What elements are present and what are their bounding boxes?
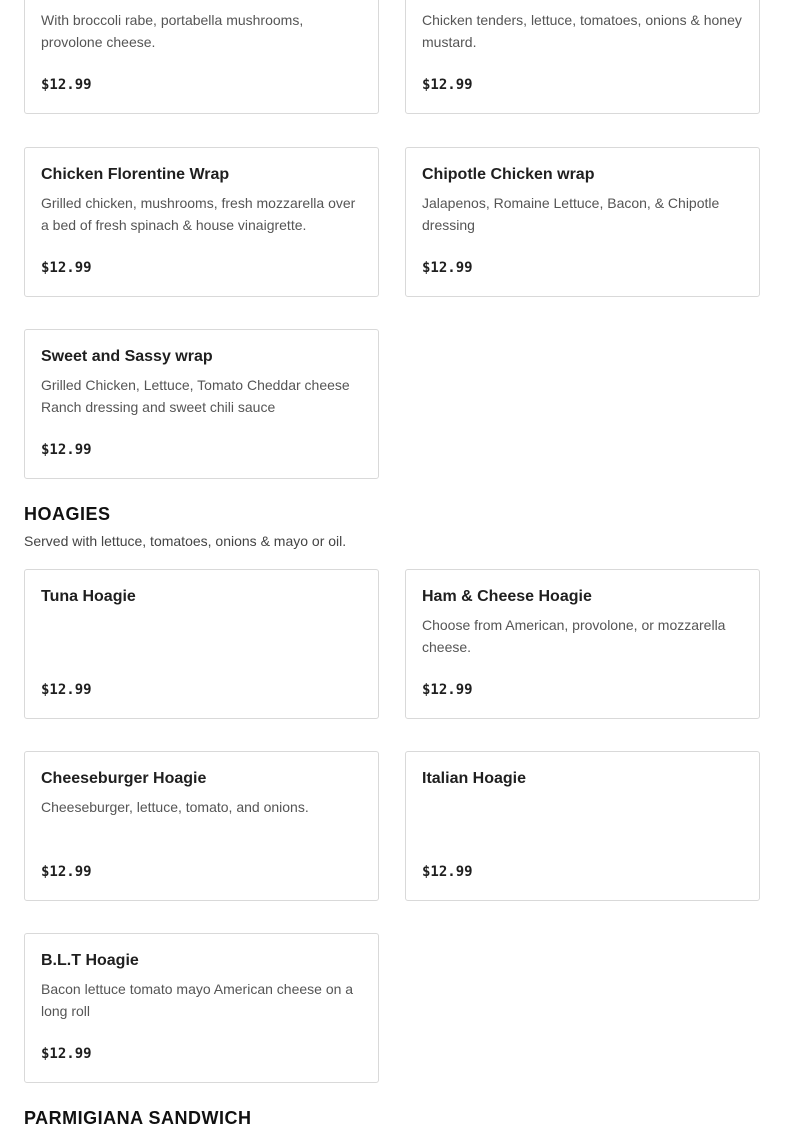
menu-item-price: $12.99	[41, 260, 92, 276]
menu-item-description: Grilled Chicken, Lettuce, Tomato Cheddar cheese Ranch dressing and sweet chili sauce	[41, 377, 350, 415]
section-subtitle-hoagies: Served with lettuce, tomatoes, onions & mayo or oil.	[24, 533, 347, 549]
menu-item-name: Chicken Florentine Wrap	[41, 166, 230, 183]
menu-item-description: Bacon lettuce tomato mayo American cheese on a long roll	[41, 981, 354, 1019]
menu-item-price: $12.99	[41, 77, 92, 93]
menu-item-description: Grilled chicken, mushrooms, fresh mozzarella over a bed of fresh spinach & house vinaigrette.	[41, 195, 356, 233]
menu-item-card[interactable]	[24, 0, 379, 114]
menu-item-description: Choose from American, provolone, or mozzarella cheese.	[422, 617, 726, 655]
menu-item-card[interactable]	[405, 751, 760, 901]
menu-item-card[interactable]	[405, 0, 760, 114]
menu-item-name: B.L.T Hoagie	[41, 952, 139, 969]
menu-item-name: Ham & Cheese Hoagie	[422, 588, 592, 605]
menu-item-card[interactable]	[24, 329, 379, 479]
section-title-parmigiana: PARMIGIANA SANDWICH	[24, 1108, 252, 1128]
menu-item-card[interactable]	[405, 569, 760, 719]
menu-item-price: $12.99	[41, 682, 92, 698]
menu-item-price: $12.99	[41, 442, 92, 458]
menu-item-name: Sweet and Sassy wrap	[41, 348, 213, 365]
menu-item-description: With broccoli rabe, portabella mushrooms, provolone cheese.	[41, 12, 304, 50]
menu-item-price: $12.99	[422, 260, 473, 276]
menu-item-name: Cheeseburger Hoagie	[41, 770, 207, 787]
menu-item-card[interactable]	[24, 147, 379, 297]
section-title-hoagies: HOAGIES	[24, 504, 111, 524]
menu-item-price: $12.99	[41, 864, 92, 880]
menu-item-description: Chicken tenders, lettuce, tomatoes, onions & honey mustard.	[422, 12, 742, 50]
menu-item-card[interactable]	[24, 751, 379, 901]
menu-item-description: Cheeseburger, lettuce, tomato, and onions.	[41, 799, 309, 815]
menu-item-description: Jalapenos, Romaine Lettuce, Bacon, & Chipotle dressing	[422, 195, 720, 233]
menu-item-name: Italian Hoagie	[422, 770, 527, 787]
menu-item-price: $12.99	[422, 77, 473, 93]
menu-item-card[interactable]	[24, 933, 379, 1083]
menu-item-card[interactable]	[24, 569, 379, 719]
menu-item-name: Chipotle Chicken wrap	[422, 166, 595, 183]
menu-item-price: $12.99	[41, 1046, 92, 1062]
menu-item-price: $12.99	[422, 864, 473, 880]
menu-item-name: Tuna Hoagie	[41, 588, 136, 605]
menu-item-price: $12.99	[422, 682, 473, 698]
menu-item-card[interactable]	[405, 147, 760, 297]
